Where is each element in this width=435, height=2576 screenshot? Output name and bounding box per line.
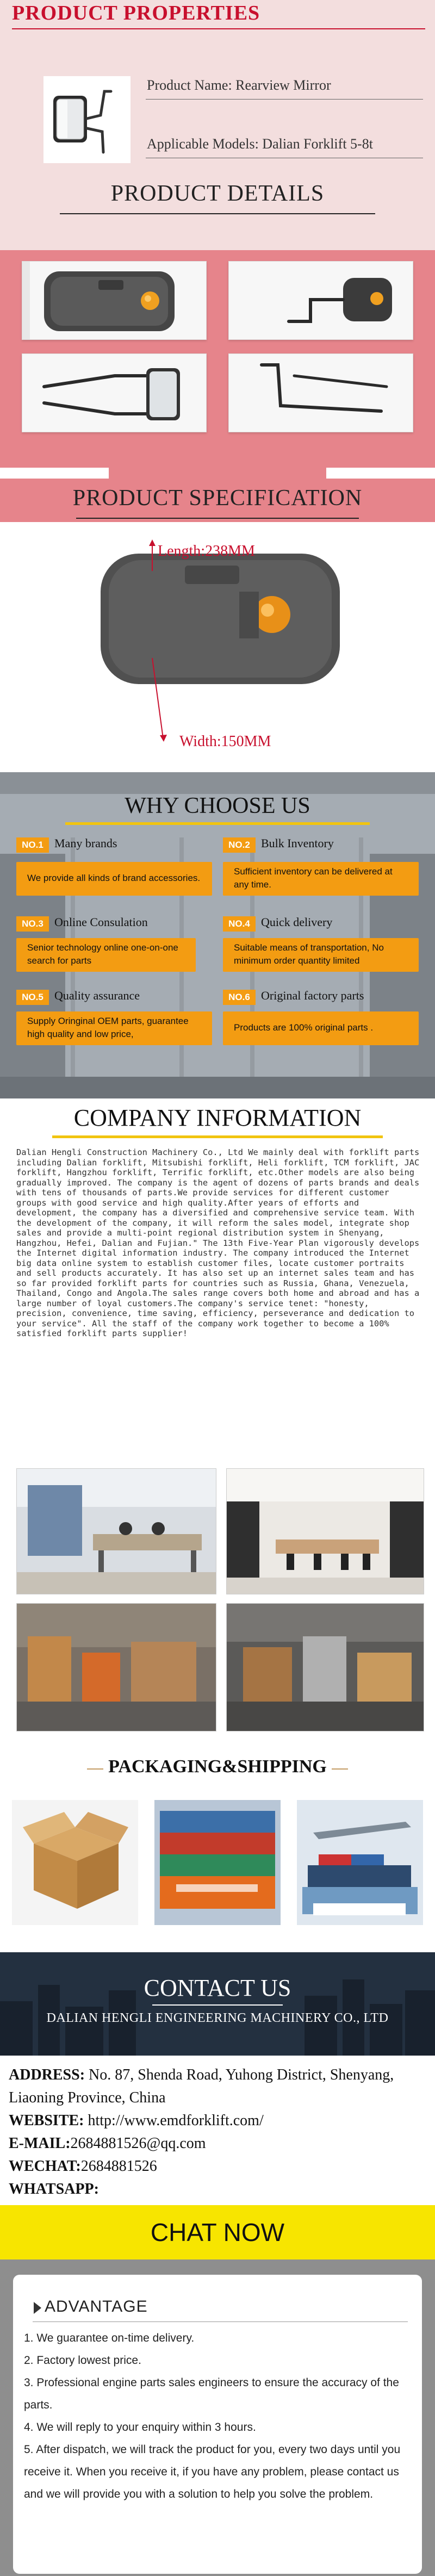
mirror-bracket-photo [228, 353, 413, 432]
website-label: WEBSITE: [9, 2112, 84, 2129]
chat-now-button[interactable]: CHAT NOW [0, 2205, 435, 2260]
why-heading-1: Many brands [54, 836, 117, 850]
why-badge-3: NO.3 [16, 916, 49, 932]
advantage-item: 2. Factory lowest price. [24, 2354, 141, 2367]
website-link[interactable]: http://www.emdforklift.com/ [84, 2112, 264, 2129]
why-badge-1: NO.1 [16, 837, 49, 853]
wechat-label: WECHAT: [9, 2158, 81, 2175]
rearview-mirror-thumbnail [44, 76, 130, 163]
contact-title-rule [152, 2004, 283, 2006]
properties-title: PRODUCT PROPERTIES [12, 2, 260, 24]
product-name-divider [146, 99, 423, 100]
details-title: PRODUCT DETAILS [110, 181, 325, 206]
packaging-title: PACKAGING&SHIPPING [108, 1756, 327, 1777]
product-details-section [0, 163, 435, 522]
company-title: COMPANY INFORMATION [73, 1104, 362, 1131]
warehouse-photo-1 [16, 1603, 216, 1731]
advantage-item: 4. We will reply to your enquiry within 3 hours. [24, 2421, 256, 2434]
wechat-value: 2684881526 [80, 2158, 157, 2175]
address-row [9, 2064, 433, 2109]
advantage-title: ADVANTAGE [45, 2298, 148, 2316]
why-heading-4: Quick delivery [261, 915, 333, 929]
why-card-5: Supply Oringinal OEM parts, guarantee high quality and low price, [16, 1011, 212, 1045]
chevron-right-icon [34, 2302, 41, 2314]
company-information-section [0, 1104, 435, 1718]
office-photo-2 [226, 1468, 424, 1594]
contact-title: CONTACT US [144, 1975, 291, 2001]
warehouse-photo-2 [226, 1603, 424, 1731]
why-card-2: Sufficient inventory can be delivered at any time. [223, 862, 419, 896]
spec-length-label: Length:238MM [158, 543, 255, 560]
advantage-card [13, 2275, 422, 2574]
contact-details [9, 2064, 433, 2201]
contact-us-banner [0, 1952, 435, 2056]
cardboard-box-photo [12, 1800, 138, 1925]
spec-width-label: Width:150MM [179, 733, 271, 750]
warehouse-background [0, 772, 435, 1098]
wechat-row [9, 2155, 433, 2178]
advantage-list [24, 2327, 415, 2505]
advantage-section [0, 2260, 435, 2576]
why-card-4: Suitable means of transportation, No minimum order quantity limited [223, 938, 419, 972]
why-heading-3: Online Consulation [54, 915, 148, 929]
why-heading-2: Bulk Inventory [261, 836, 334, 850]
contact-company-name: DALIAN HENGLI ENGINEERING MACHINERY CO., LTD [46, 2011, 389, 2025]
why-card-6: Products are 100% original parts . [223, 1011, 419, 1045]
details-title-band [0, 163, 435, 250]
spec-title-rule [76, 518, 359, 519]
office-photo-1 [16, 1468, 216, 1594]
whatsapp-row [9, 2178, 433, 2201]
shipping-container-photo [154, 1800, 281, 1925]
email-row [9, 2132, 433, 2155]
website-row [9, 2109, 433, 2132]
why-card-1: We provide all kinds of brand accessories. [16, 862, 212, 896]
why-badge-4: NO.4 [223, 916, 256, 932]
mirror-front-photo [22, 261, 207, 340]
packaging-rule-right [332, 1768, 348, 1770]
city-skyline-background [0, 1952, 435, 2056]
company-title-rule [52, 1135, 383, 1138]
why-title-rule [65, 822, 370, 825]
advantage-rule [33, 2321, 408, 2322]
applicable-models-row: Applicable Models: Dalian Forklift 5-8t [147, 136, 373, 152]
address-label: ADDRESS: [9, 2066, 85, 2083]
why-heading-6: Original factory parts [261, 989, 364, 1002]
address-value: No. 87, Shenda Road, Yuhong District, Shenyang, Liaoning Province, China [9, 2066, 394, 2106]
advantage-item: 3. Professional engine parts sales engineers to ensure the accuracy of the parts. [24, 2376, 399, 2411]
email-label: E-MAIL: [9, 2135, 71, 2152]
mirror-side-photo [228, 261, 413, 340]
product-specification-section [0, 479, 435, 783]
packaging-shipping-section [0, 1735, 435, 1952]
why-heading-5: Quality assurance [54, 989, 140, 1002]
advantage-item: 5. After dispatch, we will track the product for you, every two days until you receive it. When you receive it, if you have any problem, please contact us and we will provide you with a solution to help you solve the problem. [24, 2443, 401, 2500]
properties-title-underline [12, 28, 425, 29]
company-description: Dalian Hengli Construction Machinery Co., Ltd We mainly deal with forklift parts including Dalian forklift, Mitsubishi forklift, Heli forklift, TCM forklift, JAC forklift, Hangzhou forklift, Terrific forklift, etc.Other models are also being gradually improved. The company is the agent of dozens of parts brands and deals with tens of thousands of parts.We provide services for different customer groups with good service and high quality.After years of efforts and development, the company has a diversified and comprehensive service team. With the development of the company, it will reform the sales model, integrate shop sales and provide a multi-point regional distribution system in Shenyang, Hangzhou, Hefei, Dalian and Fujian." The 13th Five-Year Plan vigorously develops the Internet digital information industry. The company introduced the Internet big data online system to establish customer files, locate customer portraits and sell products accurately. It has also set up an internet sales team and has so far provided forklift parts for countries such as Russia, Ghana, Venezuela, Thailand, Congo and Angola.The sales range covers both home and abroad and has a large number of loyal customers.The company's service tenet: "honesty, precision, convenience, time saving, efficiency, perseverance and dedication to your service". All the staff of the company work together to become a 100% satisfied forklift parts supplier! [16, 1147, 420, 1338]
why-badge-5: NO.5 [16, 990, 49, 1005]
why-badge-2: NO.2 [223, 837, 256, 853]
product-properties-section [0, 0, 435, 163]
why-badge-6: NO.6 [223, 990, 256, 1005]
whatsapp-label: WHATSAPP: [9, 2181, 99, 2198]
why-card-3: Senior technology online one-on-one search for parts [16, 938, 196, 972]
mirror-back-photo [22, 353, 207, 432]
why-title: WHY CHOOSE US [125, 793, 310, 818]
details-title-rule [60, 213, 375, 214]
product-name-row: Product Name: Rearview Mirror [147, 77, 331, 93]
spec-title: PRODUCT SPECIFICATION [72, 486, 363, 511]
advantage-item: 1. We guarantee on-time delivery. [24, 2332, 195, 2344]
email-link[interactable]: 2684881526@qq.com [70, 2135, 206, 2152]
why-choose-us-section [0, 772, 435, 1098]
freight-transport-photo [297, 1800, 423, 1925]
